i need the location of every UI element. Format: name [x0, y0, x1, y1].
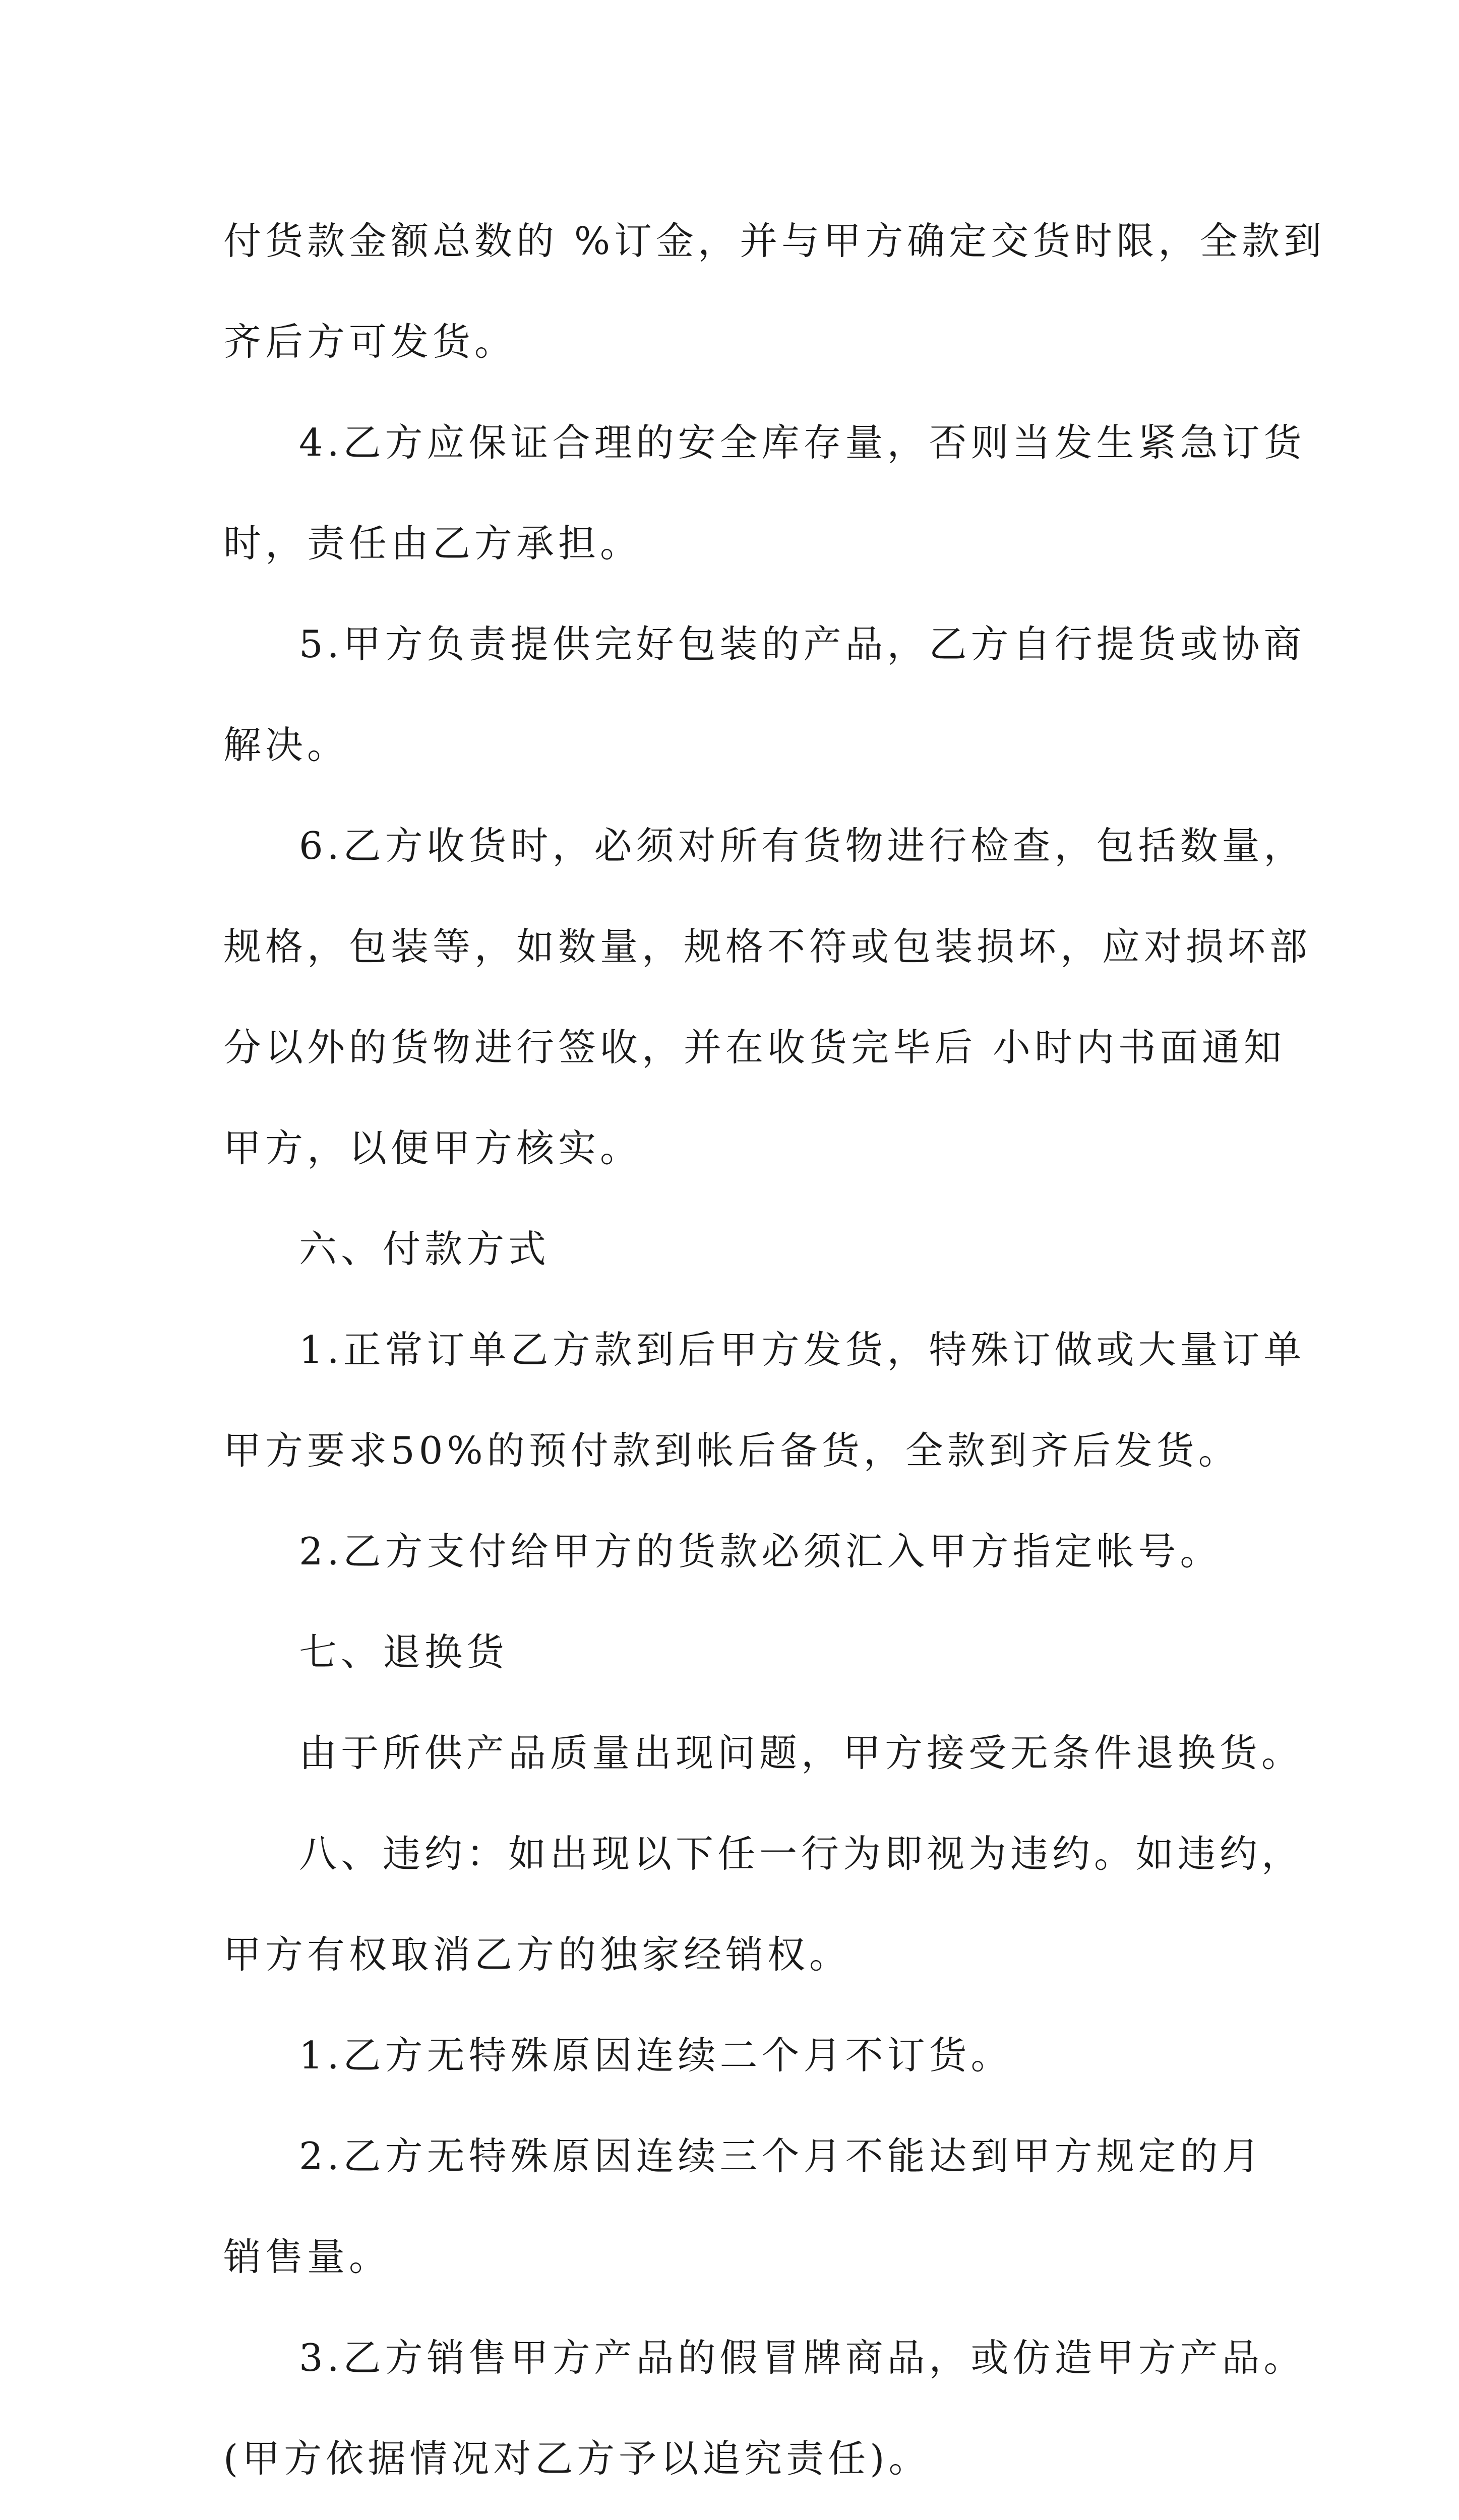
text-line: 时，责任由乙方承担。 [223, 521, 642, 565]
text-line: 销售量。 [223, 2235, 391, 2279]
paragraph [223, 392, 1306, 594]
text-line: 解决。 [223, 723, 349, 767]
paragraph [223, 191, 1326, 392]
text-line: 甲方，以便甲方核实。 [223, 1126, 642, 1170]
document-body [223, 191, 1326, 2520]
text-line: 甲方有权取消乙方的独家经销权。 [223, 1932, 852, 1977]
text-line: 6.乙方收货时，必须对所有货物进行检查，包括数量， [299, 824, 1306, 868]
text-line: 2.乙方支付给甲方的货款必须汇入甲方指定帐号。 [299, 1529, 1222, 1573]
text-line: 由于所供产品质量出现问题，甲方接受无条件退换货。 [299, 1731, 1304, 1775]
paragraph [223, 2509, 1252, 2520]
paragraph [223, 2005, 1252, 2106]
text-line: 规格，包装等，如数量，规格不符或包装损坏，应对损坏部 [223, 924, 1312, 969]
text-line: 七、退换货 [299, 1630, 509, 1674]
paragraph [223, 1501, 1252, 1602]
text-line: 4.乙方应保证合理的安全库存量，否则当发生紧急订货 [299, 420, 1306, 465]
paragraph [223, 2106, 1264, 2307]
paragraph [223, 1803, 1304, 2005]
text-line: (甲方依据情况对乙方予以追究责任)。 [223, 2436, 931, 2481]
text-line: 2.乙方无特殊原因连续三个月不能达到甲方规定的月 [299, 2134, 1264, 2178]
paragraph [223, 594, 1306, 795]
text-line: 甲方要求50%的预付款到帐后备货，全款到齐后发货。 [223, 1428, 1240, 1473]
paragraph [223, 1299, 1306, 1501]
text-line: 齐后方可发货。 [223, 320, 517, 364]
text-line: 5.甲方负责提供完好包装的产品，乙方自行提货或协商 [299, 622, 1306, 666]
text-line: 八、违约：如出现以下任一行为即视为违约。如违约， [299, 1832, 1304, 1876]
text-line: 1.乙方无特殊原因连续二个月不订货。 [299, 2033, 1013, 2077]
text-line: 3.乙方销售甲方产品的假冒牌商品，或仿造甲方产品。 [299, 2336, 1306, 2380]
text-line: 分以外的货物进行签收，并在收货完毕后 小时内书面通知 [223, 1025, 1286, 1069]
paragraph [223, 1199, 1252, 1299]
paragraph [223, 2307, 1306, 2509]
text-line: 六、付款方式 [299, 1227, 551, 1271]
paragraph [223, 1602, 1252, 1703]
text-line [223, 2509, 1252, 2520]
paragraph [223, 1703, 1304, 1803]
paragraph [223, 795, 1312, 1199]
text-line: 付货款金额总数的 %订金，并与甲方确定交货时限，全款到 [223, 219, 1326, 263]
text-line: 1.正常订单乙方款到后甲方发货，特殊订做或大量订单 [299, 1328, 1306, 1372]
